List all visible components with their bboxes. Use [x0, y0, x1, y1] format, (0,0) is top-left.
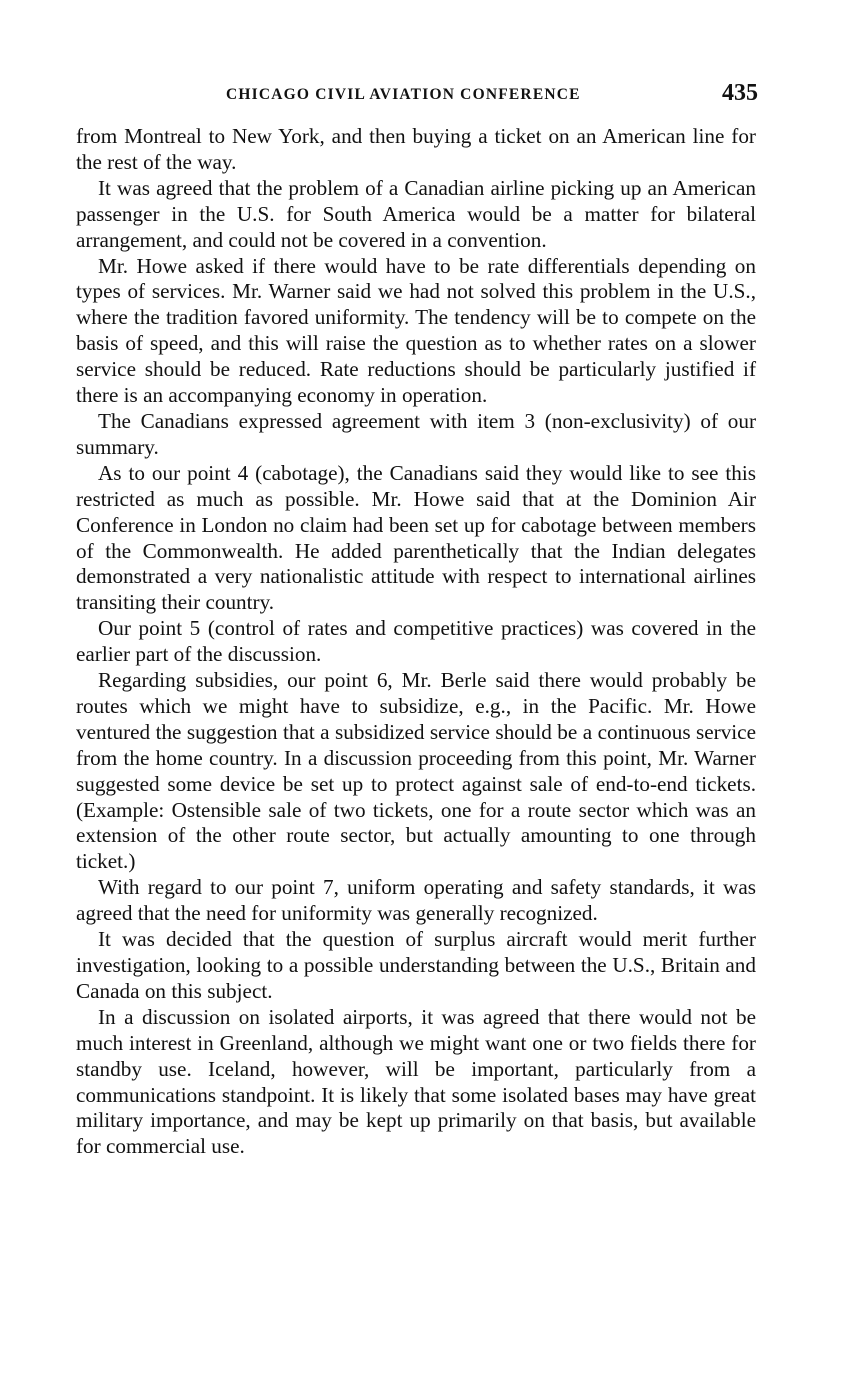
paragraph-isolated-airports: In a discussion on isolated airports, it was agreed that there would not be much interest in Greenland, although we might want one or two fields there for standby use. Iceland, however, will be important, particularly from a communications standpoint. It is likely that some isolated bases may have great military importance, and may be kept up primarily on that basis, but available for commercial use. — [76, 1004, 756, 1159]
paragraph-canadian-airline: It was agreed that the problem of a Canadian airline picking up an American passenger in the U.S. for South America would be a matter for bilateral arrangement, and could not be covered in a convention. — [76, 175, 756, 252]
body-text — [76, 124, 756, 1160]
document-page — [76, 80, 756, 1160]
paragraph-cabotage: As to our point 4 (cabotage), the Canadians said they would like to see this restricted as much as possible. Mr. Howe said that at the Dominion Air Conference in London no claim had been set up for cabotage between members of the Commonwealth. He added parenthetically that the Indian delegates demonstrated a very nationalistic attitude with respect to international airlines transiting their country. — [76, 460, 756, 615]
paragraph-surplus-aircraft: It was decided that the question of surplus aircraft would merit further investigation, looking to a possible understanding between the U.S., Britain and Canada on this subject. — [76, 927, 756, 1003]
running-head — [76, 80, 756, 116]
page-number: 435 — [722, 80, 758, 106]
paragraph-safety-standards: With regard to our point 7, uniform operating and safety standards, it was agreed that the need for uniformity was generally recognized. — [76, 875, 756, 926]
paragraph-non-exclusivity: The Canadians expressed agreement with item 3 (non-exclusivity) of our summary. — [76, 408, 756, 459]
paragraph-control-of-rates: Our point 5 (control of rates and competitive practices) was covered in the earlier part of the discussion. — [76, 616, 756, 667]
paragraph-subsidies: Regarding subsidies, our point 6, Mr. Berle said there would probably be routes which we might have to subsidize, e.g., in the Pacific. Mr. Howe ventured the suggestion that a subsidized service should be a continuous service from the home country. In a discussion proceeding from this point, Mr. Warner suggested some device be set up to protect against sale of end-to-end tickets. (Example: Ostensible sale of two tickets, one for a route sector which was an extension of the other route sector, but actually amounting to one through ticket.) — [76, 668, 756, 874]
paragraph-continuation: from Montreal to New York, and then buying a ticket on an American line for the rest of the way. — [76, 124, 756, 174]
running-title: CHICAGO CIVIL AVIATION CONFERENCE — [226, 86, 581, 103]
paragraph-rate-differentials: Mr. Howe asked if there would have to be rate differentials depending on types of services. Mr. Warner said we had not solved this problem in the U.S., where the tradition favored uniformity. The tendency will be to compete on the basis of speed, and this will raise the question as to whether rates on a slower service should be reduced. Rate reductions should be particularly justified if there is an accompanying economy in operation. — [76, 253, 756, 408]
